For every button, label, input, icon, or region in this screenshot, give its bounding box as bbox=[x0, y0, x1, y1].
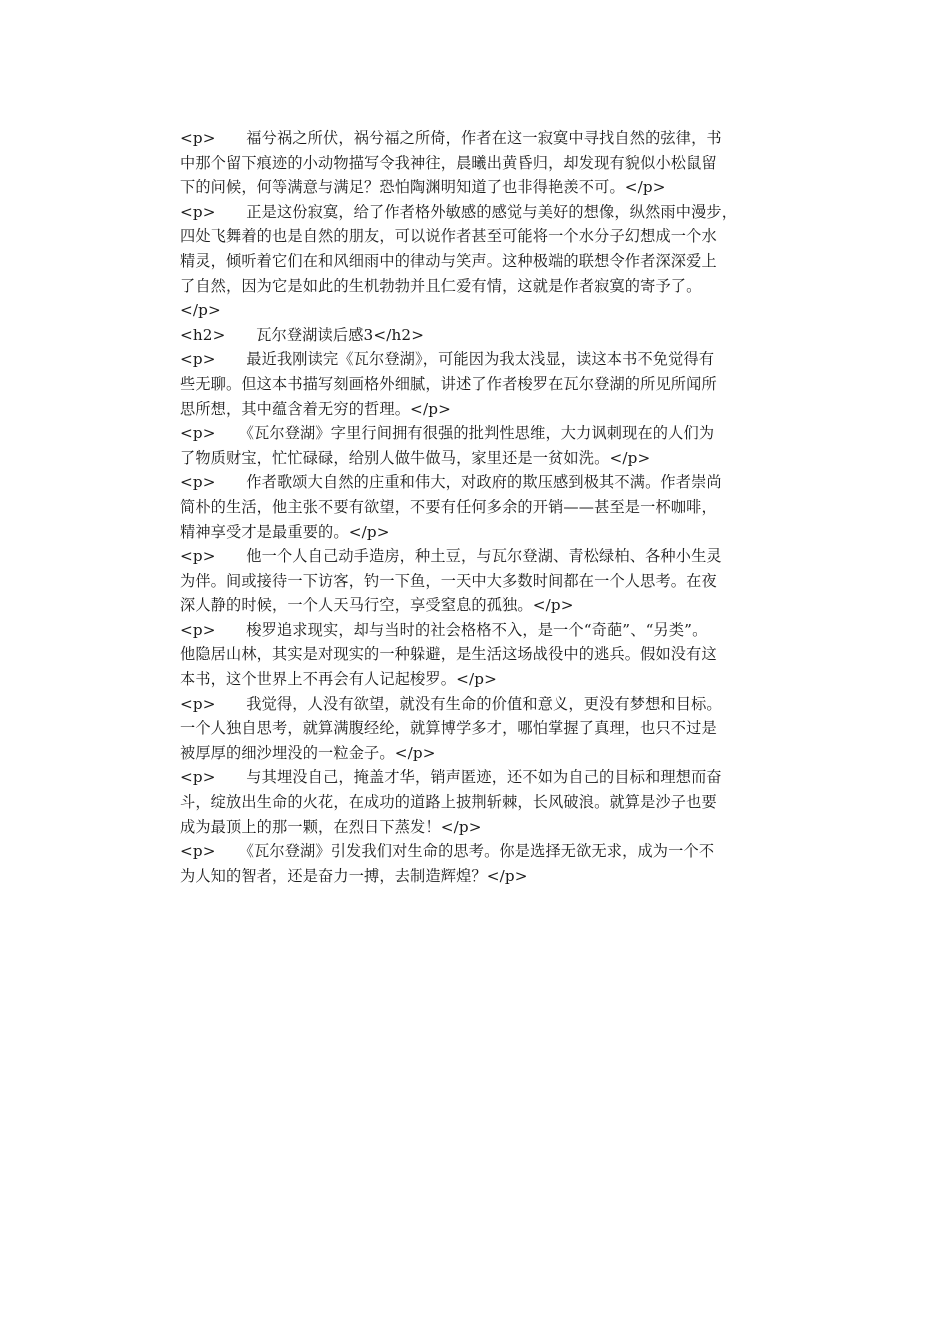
text-line: 他隐居山林，其实是对现实的一种躲避，是生活这场战役中的逃兵。假如没有这 bbox=[180, 645, 717, 664]
text-line: 一个人独自思考，就算满腹经纶，就算博学多才，哪怕掌握了真理，也只不过是 bbox=[180, 719, 717, 738]
text-line: 为人知的智者，还是奋力一搏，去制造辉煌？</p> bbox=[180, 866, 528, 885]
text-line: 中那个留下痕迹的小动物描写令我神往，晨曦出黄昏归，却发现有貌似小松鼠留 bbox=[180, 153, 717, 172]
text-line: <p> 《瓦尔登湖》引发我们对生命的思考。你是选择无欲无求，成为一个不 bbox=[180, 842, 715, 861]
text-line: 下的问候，何等满意与满足？恐怕陶渊明知道了也非得艳羡不可。</p> bbox=[180, 178, 666, 197]
text-line: <p> 福兮祸之所伏，祸兮福之所倚，作者在这一寂寞中寻找自然的弦律，书 bbox=[180, 129, 722, 147]
text-line: 精灵，倾听着它们在和风细雨中的律动与笑声。这种极端的联想令作者深深爱上 bbox=[180, 251, 717, 270]
text-line: 被厚厚的细沙埋没的一粒金子。</p> bbox=[180, 743, 436, 762]
text-line: <p> 梭罗追求现实，却与当时的社会格格不入，是一个“奇葩”、“另类”。 bbox=[180, 620, 708, 639]
text-line: 为伴。间或接待一下访客，钓一下鱼，一天中大多数时间都在一个人思考。在夜 bbox=[180, 571, 717, 590]
text-line: </p> bbox=[180, 301, 221, 320]
text-line: 些无聊。但这本书描写刻画格外细腻，讲述了作者梭罗在瓦尔登湖的所见所闻所 bbox=[180, 374, 717, 393]
text-line: <p> 正是这份寂寞，给了作者格外敏感的感觉与美好的想像，纵然雨中漫步， bbox=[180, 202, 738, 221]
text-line: 本书，这个世界上不再会有人记起梭罗。</p> bbox=[180, 670, 497, 689]
text-line: <p> 最近我刚读完《瓦尔登湖》，可能因为我太浅显，读这本书不免觉得有 bbox=[180, 350, 715, 369]
text-line: <p> 我觉得，人没有欲望，就没有生命的价值和意义，更没有梦想和目标。 bbox=[180, 694, 722, 713]
text-line: 了自然，因为它是如此的生机勃勃并且仁爱有情，这就是作者寂寞的寄予了。 bbox=[180, 276, 702, 295]
text-line: 思所想，其中蕴含着无穷的哲理。</p> bbox=[180, 399, 451, 418]
text-line: 精神享受才是最重要的。</p> bbox=[180, 522, 390, 541]
text-line: 了物质财宝，忙忙碌碌，给别人做牛做马，家里还是一贫如洗。</p> bbox=[180, 448, 651, 467]
text-line: 成为最顶上的那一颗，在烈日下蒸发！</p> bbox=[180, 817, 482, 836]
text-line: <p> 与其埋没自己，掩盖才华，销声匿迹，还不如为自己的目标和理想而奋 bbox=[180, 768, 722, 787]
text-line: 简朴的生活，他主张不要有欲望，不要有任何多余的开销——甚至是一杯咖啡， bbox=[180, 497, 717, 516]
text-line: <p> 作者歌颂大自然的庄重和伟大，对政府的欺压感到极其不满。作者崇尚 bbox=[180, 473, 722, 492]
text-line: 深人静的时候，一个人天马行空，享受窒息的孤独。</p> bbox=[180, 596, 574, 615]
text-line: 斗，绽放出生命的火花，在成功的道路上披荆斩棘，长风破浪。就算是沙子也要 bbox=[180, 793, 717, 812]
text-line: 四处飞舞着的也是自然的朋友，可以说作者甚至可能将一个水分子幻想成一个水 bbox=[180, 227, 717, 246]
text-line: <p> 他一个人自己动手造房，种土豆，与瓦尔登湖、青松绿柏、各种小生灵 bbox=[180, 547, 722, 566]
document-body bbox=[180, 126, 790, 888]
heading-line: <h2> 瓦尔登湖读后感3</h2> bbox=[180, 325, 425, 344]
text-line: <p> 《瓦尔登湖》字里行间拥有很强的批判性思维，大力讽刺现在的人们为 bbox=[180, 424, 715, 443]
